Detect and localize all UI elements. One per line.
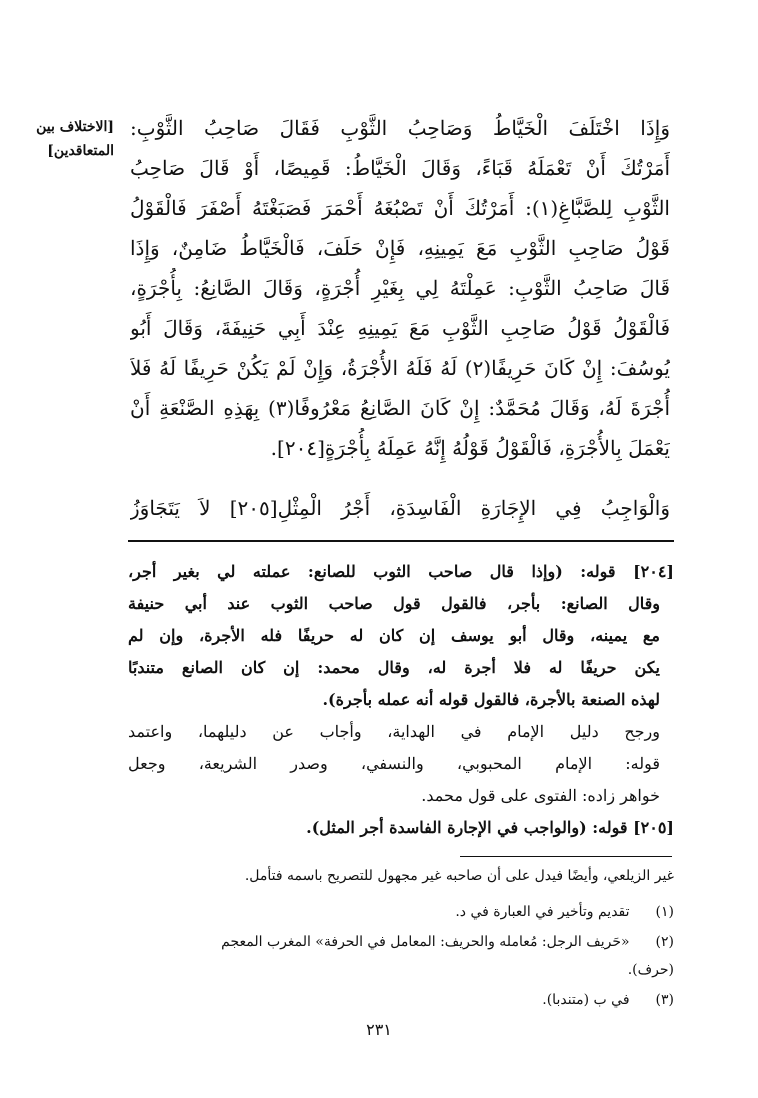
main-text-line: أُجْرَةَ لَهُ، وَقَالَ مُحَمَّدٌ: إِنْ كَانَ الصَّانِعُ مَعْرُوفًا(٣) بِهَذِهِ الصَّنْعَةِ أَنْ — [130, 396, 670, 420]
main-text-line: قَوْلُ صَاحِبِ الثَّوْبِ مَعَ يَمِينِهِ، فَإِنْ حَلَفَ، فَالْخَيَّاطُ ضَامِنٌ، وَإِذَا — [130, 236, 670, 260]
footnote-1 — [128, 898, 674, 926]
commentary-205 — [128, 812, 674, 844]
margin-heading-line: المتعاقدين] — [47, 143, 114, 159]
main-text-paragraph-2: وَالْوَاجِبُ فِي الإِجَارَةِ الْفَاسِدَةِ، أَجْرُ الْمِثْلِ[٢٠٥] لاَ يَتَجَاوَزُ — [130, 496, 670, 520]
commentary-line: يكن حريفًا له فلا أجرة له، وقال محمد: إن كان الصانع متندبًا — [128, 658, 660, 677]
footnote-number: (٣) — [655, 992, 674, 1008]
footnote-text: «حَريف الرجل: مُعامله والحريف: المعامل في الحرفة» المغرب المعجم — [221, 934, 630, 950]
commentary-line: خواهر زاده: الفتوى على قول محمد. — [421, 786, 660, 805]
commentary-line: وقال الصانع: بأجر، فالقول قول صاحب الثوب عند أبي حنيفة — [128, 594, 660, 613]
footnote-continuation: غير الزيلعي، وأيضًا فيدل على أن صاحبه غير مجهول للتصريح باسمه فتأمل. — [244, 868, 674, 884]
commentary-line: قوله: الإمام المحبوبي، والنسفي، وصدر الشريعة، وجعل — [128, 754, 660, 773]
commentary-204-explanation — [128, 716, 674, 812]
main-text-line: فَالْقَوْلُ قَوْلُ صَاحِبِ الثَّوْبِ مَعَ يَمِينِهِ عِنْدَ أَبِي حَنِيفَةَ، وَقَالَ أَبُو — [130, 316, 670, 340]
commentary-line: لهذه الصنعة بالأجرة، فالقول قوله أنه عمله بأجرة). — [322, 690, 660, 709]
footnote-text: تقديم وتأخير في العبارة في د. — [455, 904, 630, 920]
main-text-line: الثَّوْبِ لِلصَّبَّاغِ(١): أَمَرْتُكَ أَنْ تَصْبُغَهُ أَحْمَرَ فَصَبَغْتَهُ أَصْفَرَ فَالْقَوْلُ — [130, 196, 670, 220]
commentary-line: مع يمينه، وقال أبو يوسف إن كان له حريفًا فله الأجرة، وإن لم — [128, 626, 660, 645]
footnote-number: (٢) — [655, 934, 674, 950]
footnote-2-continuation: (حرف). — [627, 962, 674, 978]
main-text-line: وَإِذَا اخْتَلَفَ الْخَيَّاطُ وَصَاحِبُ الثَّوْبِ فَقَالَ صَاحِبُ الثَّوْبِ: — [130, 116, 670, 140]
footnote-3 — [128, 986, 674, 1014]
page-number: ٢٣١ — [366, 1020, 392, 1039]
margin-heading — [28, 115, 114, 163]
main-text-line: قَالَ صَاحِبُ الثَّوْبِ: عَمِلْتَهُ لِي بِغَيْرِ أُجْرَةٍ، وَقَالَ الصَّانِعُ: بِأُجْرَةٍ، — [130, 276, 670, 300]
main-text-line: يُوسُفَ: إِنْ كَانَ حَرِيفًا(٢) لَهُ فَلَهُ الأُجْرَةُ، وَإِنْ لَمْ يَكُنْ حَرِيفًا لَهُ فَلاَ — [130, 356, 670, 380]
commentary-line: ورجح دليل الإمام في الهداية، وأجاب عن دليلهما، واعتمد — [128, 722, 660, 741]
footnote-text: في ب (متندبا). — [542, 992, 630, 1008]
footnote-divider — [460, 856, 672, 857]
main-text-line: يَعْمَلَ بِالأُجْرَةِ، فَالْقَوْلُ قَوْلُهُ إِنَّهُ عَمِلَهُ بِأُجْرَةٍ[٢٠٤]. — [270, 436, 670, 460]
commentary-divider — [128, 540, 674, 542]
commentary-line: [٢٠٤] قوله: (وإذا قال صاحب الثوب للصانع: عملته لي بغير أجر، — [128, 562, 674, 581]
main-text-block — [130, 108, 670, 468]
commentary-204 — [128, 556, 674, 716]
main-text-line: أَمَرْتُكَ أَنْ تَعْمَلَهُ قَبَاءً، وَقَالَ الْخَيَّاطُ: قَمِيصًا، أَوْ قَالَ صَاحِبُ — [130, 156, 670, 180]
footnote-2 — [128, 928, 674, 956]
margin-heading-line: [الاختلاف بين — [36, 119, 114, 135]
commentary-line: [٢٠٥] قوله: (والواجب في الإجارة الفاسدة أجر المثل). — [306, 818, 674, 837]
footnote-number: (١) — [655, 904, 674, 920]
